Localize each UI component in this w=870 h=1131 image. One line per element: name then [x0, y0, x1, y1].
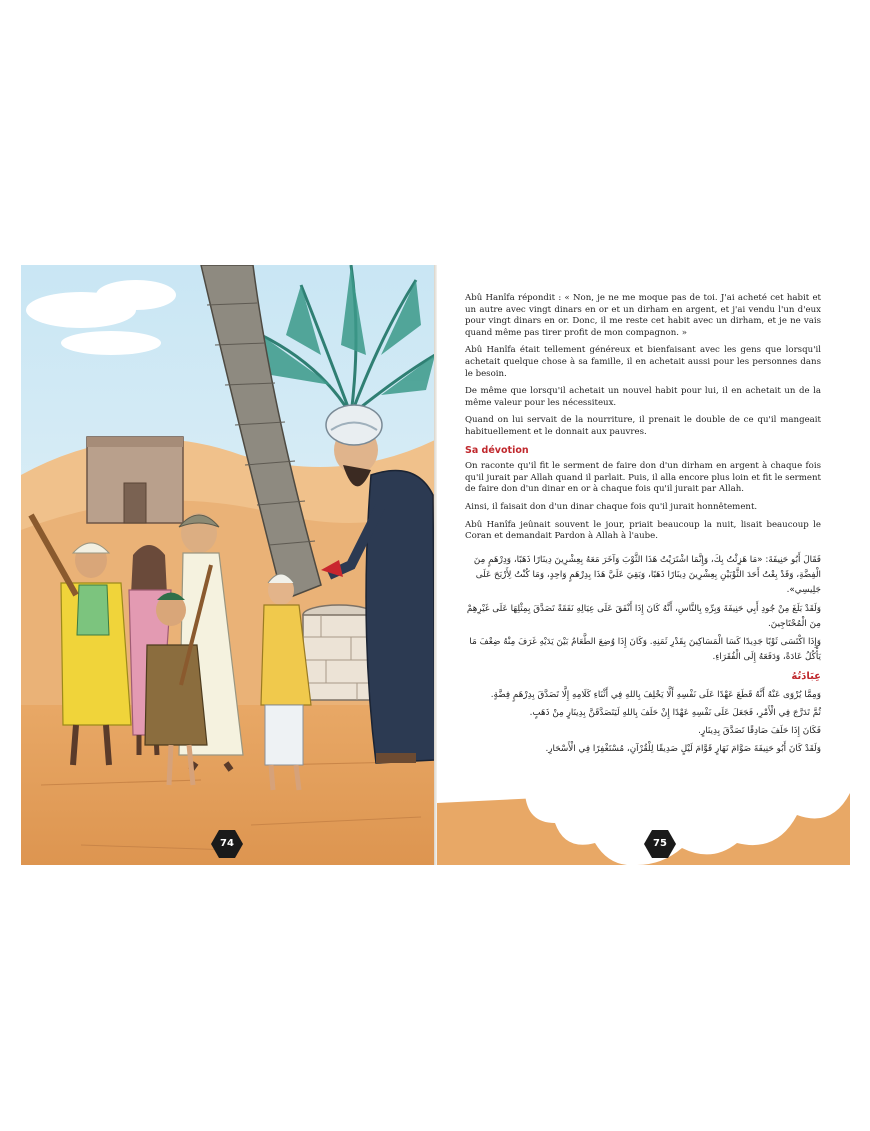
ar-paragraph: وَلَقَدْ بَلَغَ مِنْ جُودِ أَبِي حَنِيفَةَ وَبِرِّهِ بِالنَّاسِ، أَنَّهُ كَانَ إِذَا أَنْفَقَ عَلَى عِيَالِهِ نَفَقَةً تَصَدَّقَ بِمِثْلِهَا عَلَى غَيْرِهِمْ مِنَ الْمُحْتَاجِينَ.	[466, 603, 821, 629]
arabic-text-block	[455, 553, 821, 760]
ar-paragraph: وَلَقَدْ كَانَ أَبُو حَنِيفَةَ صَوَّامَ نَهَارٍ قَوَّامَ لَيْلٍ صَدِيقًا لِلْقُرْآنِ، مُسْتَغْفِرًا فِي الْأَسْحَارِ.	[545, 744, 821, 755]
fr-paragraph: Quand on lui servait de la nourriture, il prenait le double de ce qu'il mangeait habituellement et le donnait aux pauvres.	[465, 415, 821, 437]
ar-paragraph: وَمِمَّا يُرْوَى عَنْهُ أَنَّهُ قَطَعَ عَهْدًا عَلَى نَفْسِهِ أَلَّا يَحْلِفَ بِاللهِ فِي أَثْنَاءِ كَلَامِهِ إِلَّا تَصَدَّقَ بِدِرْهَمٍ فِضَّةٍ.	[490, 689, 821, 700]
fr-paragraph: De même que lorsqu'il achetait un nouvel habit pour lui, il en achetait un de la même valeur pour les nécessiteux.	[465, 386, 821, 408]
fr-paragraph: Abû Hanîfa répondit : « Non, je ne me moque pas de toi. J'ai acheté cet habit et un autre avec vingt dinars en or et un dirham en argent, et j'ai vendu l'un d'eux pour vingt dinars en or. Donc, il me reste cet habit avec un dirham, et je ne vais quand même pas tirer profit de mon compagnon. »	[465, 293, 821, 338]
right-page-number: 75	[643, 829, 677, 859]
ar-paragraph: فَكَانَ إِذَا حَلَفَ صَادِقًا تَصَدَّقَ بِدِينَارٍ.	[698, 726, 821, 737]
fr-paragraph: Abû Hanîfa était tellement généreux et bienfaisant avec les gens que lorsqu'il achetait quelque chose à sa famille, il en achetait aussi pour les personnes dans le besoin.	[465, 345, 821, 379]
ar-paragraph: وَإِذَا اكْتَسَى ثَوْبًا جَدِيدًا كَسَا الْمَسَاكِينَ بِقَدْرِ ثَمَنِهِ. وَكَانَ إِذَا وُضِعَ الطَّعَامُ بَيْنَ يَدَيْهِ غَرَفَ مِنْهُ ضِعْفَ مَا يَأْكُلُ عَادَةً، وَدَفَعَهُ إِلَى الْفُقَرَاءِ.	[469, 637, 821, 663]
well	[303, 605, 375, 700]
fr-section-heading: Sa dévotion	[465, 444, 529, 456]
illustration	[21, 265, 435, 865]
right-page	[437, 265, 850, 865]
fr-paragraph: Abû Hanîfa jeûnait souvent le jour, priait beaucoup la nuit, lisait beaucoup le Coran et demandait Pardon à Allah à l'aube.	[465, 519, 821, 542]
left-page	[21, 265, 435, 865]
house	[87, 437, 183, 523]
french-text-block	[465, 293, 821, 549]
left-page-number: 74	[210, 829, 244, 859]
ar-section-heading: عِبَادَتُهُ	[791, 671, 821, 683]
fr-paragraph: On raconte qu'il fit le serment de faire don d'un dirham en argent à chaque fois qu'il jurait par Allah quand il parlait. Puis, il alla encore plus loin et fit le serment de faire don d'un dinar en or à chaque fois qu'il jurait par Allah.	[465, 461, 821, 495]
fr-paragraph: Ainsi, il faisait don d'un dinar chaque fois qu'il jurait honnêtement.	[465, 501, 758, 512]
ar-paragraph: فَقَالَ أَبُو حَنِيفَةَ: «مَا هَزِئْتُ بِكَ، وَإِنَّمَا اشْتَرَيْتُ هَذَا الثَّوْبَ وَآخَرَ مَعَهُ بِعِشْرِينَ دِينَارًا ذَهَبًا، وَدِرْهَمٍ مِنَ الْفِضَّةِ، وَقَدْ بِعْتُ أَحَدَ الثَّوْبَيْنِ بِعِشْرِينَ دِينَارًا ذَهَبًا، وَبَقِيَ عَلَيَّ هَذَا بِدِرْهَمٍ وَاحِدٍ، وَمَا كُنْتُ لِأَرْبَحَ عَلَى جَلِيسِي».	[473, 555, 821, 596]
ar-paragraph: ثُمَّ تَدَرَّجَ فِي الْأَمْرِ، فَجَعَلَ عَلَى نَفْسِهِ عَهْدًا إِنْ حَلَفَ بِاللهِ لَيَتَصَدَّقَنَّ بِدِينَارٍ مِنْ ذَهَبٍ.	[529, 707, 821, 718]
book-spread	[21, 265, 850, 865]
